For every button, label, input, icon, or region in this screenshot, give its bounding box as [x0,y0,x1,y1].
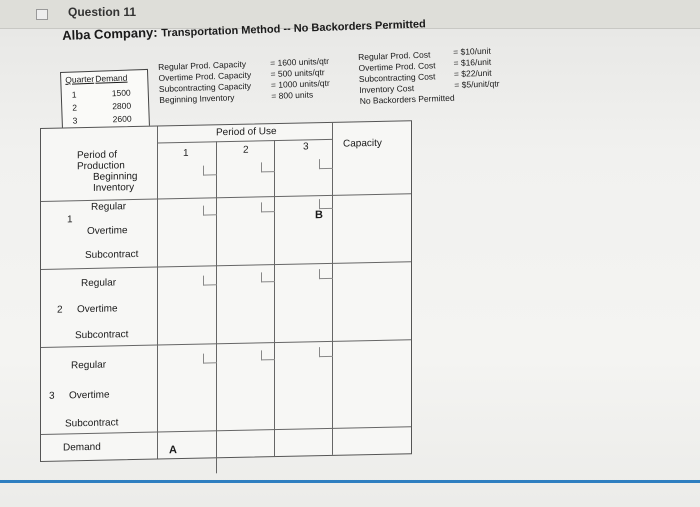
cost-cell-mark [203,275,217,285]
method-title: Transportation Method -- No Backorders Permitted [161,18,426,40]
period-number: 3 [49,390,55,402]
grid-line [332,123,333,455]
overtime-row-label: Overtime [77,303,118,316]
production-label: Production [77,160,125,173]
cost-cell-mark [319,199,333,209]
subcontract-row-label: Subcontract [65,417,119,430]
capacity-value: = 800 units [271,89,314,101]
period-number: 2 [57,304,63,316]
subcontract-row-label: Subcontract [85,248,139,262]
transportation-table [40,120,412,462]
demand-cell: 2800 [112,100,132,112]
cost-cell-mark [319,269,333,279]
grid-line [41,193,411,202]
capacity-value: = 1000 units/qtr [270,77,330,90]
cell-label-a: A [169,444,177,457]
quarter-cell: 2 [72,102,78,113]
capacity-label: Regular Prod. Capacity [158,58,247,72]
grid-line [274,140,275,456]
cost-label: Inventory Cost [359,83,415,95]
cost-label: No Backorders Permitted [359,92,455,106]
grid-line [157,127,158,459]
cost-cell-mark [203,165,217,175]
cost-value: = $5/unit/qtr [454,78,500,90]
regular-row-label: Regular [91,201,127,213]
company-name: Alba Company: [62,24,158,43]
overtime-row-label: Overtime [87,225,128,238]
capacity-values [270,56,330,102]
capacity-labels [158,59,252,106]
cost-cell-mark [261,272,275,282]
flag-icon[interactable] [36,9,48,20]
column-header-2: 2 [243,144,249,156]
overtime-row-label: Overtime [69,389,110,402]
cost-value: = $16/unit [453,56,492,68]
cell-label-b: B [315,209,323,222]
regular-row-label: Regular [81,277,117,290]
cost-label: Overtime Prod. Cost [358,60,436,73]
cost-values [453,45,500,91]
cost-cell-mark [203,353,217,363]
quarter-cell: 3 [72,115,78,126]
capacity-label: Beginning Inventory [159,92,235,105]
quarter-demand-table [60,69,150,132]
cost-cell-mark [319,159,333,169]
capacity-value: = 1600 units/qtr [270,55,330,68]
regular-row-label: Regular [71,359,107,372]
cost-labels [358,49,455,107]
cost-cell-mark [203,205,217,215]
quarter-header: Quarter [65,73,95,85]
question-title: Question 11 [68,5,137,19]
quarter-cell: 1 [71,89,77,100]
cost-cell-mark [261,162,275,172]
inventory-label: Inventory [93,182,135,194]
grid-line [216,141,217,473]
cost-label: Subcontracting Cost [358,71,436,84]
capacity-header: Capacity [343,137,382,150]
capacity-label: Subcontracting Capacity [158,80,252,94]
capacity-label: Overtime Prod. Capacity [158,69,252,83]
subcontract-row-label: Subcontract [75,329,129,342]
period-of-label: Period of [77,149,118,162]
demand-cell: 1500 [111,87,131,99]
blue-divider [0,480,700,483]
cost-cell-mark [261,202,275,212]
period-number: 1 [67,214,73,226]
cost-value: = $22/unit [453,67,492,79]
cost-cell-mark [261,350,275,360]
beginning-label: Beginning [93,170,138,183]
demand-cell: 2600 [112,113,132,125]
cost-value: = $10/unit [453,45,491,57]
column-header-1: 1 [183,147,189,160]
cost-label: Regular Prod. Cost [358,49,431,62]
capacity-value: = 500 units/qtr [270,67,325,79]
demand-header: Demand [95,72,128,84]
period-of-use-label: Period of Use [216,126,277,139]
cost-cell-mark [319,347,333,357]
grid-line [41,261,411,270]
demand-row-label: Demand [63,441,101,454]
column-header-3: 3 [303,141,309,153]
